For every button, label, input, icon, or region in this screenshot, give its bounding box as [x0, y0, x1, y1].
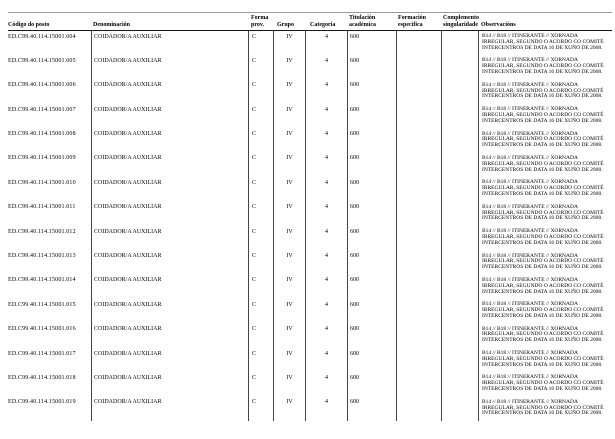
- cell-grupo: IV: [273, 31, 305, 55]
- cell-codigo: ED.C99.40.114.15001.016: [8, 326, 76, 333]
- cell-titulacion: 600: [347, 251, 396, 275]
- cell-titulacion: 600: [347, 397, 396, 421]
- table-row: [8, 129, 612, 153]
- table-row: [8, 31, 612, 55]
- table-body: [8, 31, 612, 421]
- cell-grupo: IV: [273, 202, 305, 226]
- cell-codigo: ED.C99.40.114.15001.010: [8, 179, 76, 186]
- cell-denominacion: COIDADOR/A AUXILIAR: [91, 55, 248, 79]
- cell-codigo: ED.C99.40.114.15001.009: [8, 155, 76, 162]
- cell-grupo: IV: [273, 153, 305, 177]
- cell-codigo: ED.C99.40.114.15001.014: [8, 277, 76, 284]
- cell-denominacion: COIDADOR/A AUXILIAR: [91, 202, 248, 226]
- cell-observacions: B14 // B18 // ITINERANTE // XORNADA IRREGULAR, SEGUNDO O ACORDO CO COMITÉ INTERCENTROS DE DATA 16 DE XUÑO DE 2008.: [478, 275, 612, 299]
- table-row: [8, 275, 612, 299]
- cell-complemento: [441, 31, 478, 55]
- cell-complemento: [441, 251, 478, 275]
- cell-titulacion: 600: [347, 275, 396, 299]
- cell-forma_prov: C: [248, 397, 273, 421]
- cell-denominacion: COIDADOR/A AUXILIAR: [91, 31, 248, 55]
- cell-forma_prov: C: [248, 251, 273, 275]
- table-row: [8, 397, 612, 421]
- column-header-line: Denominación: [93, 22, 131, 28]
- cell-grupo: IV: [273, 397, 305, 421]
- cell-complemento: [441, 226, 478, 250]
- column-header-formacion: [396, 15, 441, 29]
- cell-denominacion: COIDADOR/A AUXILIAR: [91, 348, 248, 372]
- cell-codigo: ED.C99.40.114.15001.015: [8, 301, 76, 308]
- cell-formacion: [396, 177, 441, 201]
- column-header-line: Categoría: [310, 22, 336, 28]
- cell-observacions: B14 // B18 // ITINERANTE // XORNADA IRREGULAR, SEGUNDO O ACORDO CO COMITÉ INTERCENTROS DE DATA 16 DE XUÑO DE 2008.: [478, 226, 612, 250]
- cell-categoria: 4: [305, 129, 347, 153]
- cell-titulacion: 600: [347, 299, 396, 323]
- cell-complemento: [441, 372, 478, 396]
- cell-categoria: 4: [305, 202, 347, 226]
- cell-forma_prov: C: [248, 324, 273, 348]
- cell-codigo: ED.C99.40.114.15001.006: [8, 82, 76, 89]
- table-row: [8, 177, 612, 201]
- cell-grupo: IV: [273, 372, 305, 396]
- column-header-line: singularidade: [443, 22, 479, 28]
- column-header-line: Observacións: [481, 22, 516, 28]
- cell-categoria: 4: [305, 324, 347, 348]
- cell-complemento: [441, 299, 478, 323]
- table-row: [8, 299, 612, 323]
- column-header-line: Complemento: [443, 15, 479, 21]
- cell-codigo: ED.C99.40.114.15001.018: [8, 374, 76, 381]
- cell-formacion: [396, 153, 441, 177]
- cell-complemento: [441, 153, 478, 177]
- cell-complemento: [441, 80, 478, 104]
- cell-forma_prov: C: [248, 104, 273, 128]
- cell-observacions: B14 // B18 // ITINERANTE // XORNADA IRREGULAR, SEGUNDO O ACORDO CO COMITÉ INTERCENTROS DE DATA 16 DE XUÑO DE 2008.: [478, 372, 612, 396]
- cell-categoria: 4: [305, 348, 347, 372]
- cell-denominacion: COIDADOR/A AUXILIAR: [91, 129, 248, 153]
- cell-formacion: [396, 251, 441, 275]
- cell-grupo: IV: [273, 104, 305, 128]
- cell-observacions: B14 // B18 // ITINERANTE // XORNADA IRREGULAR, SEGUNDO O ACORDO CO COMITÉ INTERCENTROS DE DATA 16 DE XUÑO DE 2008.: [478, 177, 612, 201]
- cell-categoria: 4: [305, 104, 347, 128]
- cell-complemento: [441, 348, 478, 372]
- cell-codigo: ED.C99.40.114.15001.019: [8, 399, 76, 406]
- cell-forma_prov: C: [248, 55, 273, 79]
- cell-grupo: IV: [273, 299, 305, 323]
- cell-titulacion: 600: [347, 226, 396, 250]
- cell-complemento: [441, 202, 478, 226]
- cell-forma_prov: C: [248, 80, 273, 104]
- cell-denominacion: COIDADOR/A AUXILIAR: [91, 80, 248, 104]
- column-header-line: específica: [398, 22, 423, 28]
- cell-denominacion: COIDADOR/A AUXILIAR: [91, 104, 248, 128]
- cell-categoria: 4: [305, 372, 347, 396]
- table-row: [8, 226, 612, 250]
- cell-codigo: ED.C99.40.114.15001.008: [8, 131, 76, 138]
- cell-categoria: 4: [305, 153, 347, 177]
- column-header-line: Grupo: [277, 22, 295, 28]
- cell-forma_prov: C: [248, 275, 273, 299]
- column-header-line: prov.: [251, 22, 265, 28]
- table-row: [8, 55, 612, 79]
- cell-complemento: [441, 275, 478, 299]
- cell-grupo: IV: [273, 177, 305, 201]
- cell-denominacion: COIDADOR/A AUXILIAR: [91, 226, 248, 250]
- table-row: [8, 348, 612, 372]
- table-row: [8, 80, 612, 104]
- cell-forma_prov: C: [248, 177, 273, 201]
- cell-denominacion: COIDADOR/A AUXILIAR: [91, 275, 248, 299]
- column-header-codigo: [8, 22, 91, 29]
- cell-observacions: B14 // B18 // ITINERANTE // XORNADA IRREGULAR, SEGUNDO O ACORDO CO COMITÉ INTERCENTROS DE DATA 16 DE XUÑO DE 2008.: [478, 299, 612, 323]
- column-header-titulacion: [347, 15, 396, 29]
- cell-grupo: IV: [273, 324, 305, 348]
- cell-forma_prov: C: [248, 129, 273, 153]
- cell-formacion: [396, 202, 441, 226]
- cell-denominacion: COIDADOR/A AUXILIAR: [91, 372, 248, 396]
- cell-complemento: [441, 177, 478, 201]
- table-row: [8, 251, 612, 275]
- column-header-forma_prov: [248, 15, 273, 29]
- cell-formacion: [396, 80, 441, 104]
- cell-categoria: 4: [305, 275, 347, 299]
- cell-formacion: [396, 129, 441, 153]
- cell-complemento: [441, 397, 478, 421]
- cell-categoria: 4: [305, 31, 347, 55]
- column-header-line: académica: [349, 22, 376, 28]
- cell-observacions: B14 // B18 // ITINERANTE // XORNADA IRREGULAR, SEGUNDO O ACORDO CO COMITÉ INTERCENTROS DE DATA 16 DE XUÑO DE 2008.: [478, 104, 612, 128]
- cell-observacions: B14 // B18 // ITINERANTE // XORNADA IRREGULAR, SEGUNDO O ACORDO CO COMITÉ INTERCENTROS DE DATA 16 DE XUÑO DE 2008.: [478, 202, 612, 226]
- cell-formacion: [396, 31, 441, 55]
- cell-grupo: IV: [273, 226, 305, 250]
- cell-grupo: IV: [273, 55, 305, 79]
- table-header-row: [8, 13, 612, 31]
- cell-titulacion: 600: [347, 202, 396, 226]
- cell-titulacion: 600: [347, 55, 396, 79]
- cell-formacion: [396, 397, 441, 421]
- table-row: [8, 153, 612, 177]
- cell-titulacion: 600: [347, 129, 396, 153]
- table-row: [8, 324, 612, 348]
- cell-forma_prov: C: [248, 348, 273, 372]
- cell-formacion: [396, 275, 441, 299]
- cell-observacions: B14 // B18 // ITINERANTE // XORNADA IRREGULAR, SEGUNDO O ACORDO CO COMITÉ INTERCENTROS DE DATA 16 DE XUÑO DE 2008.: [478, 153, 612, 177]
- table-row: [8, 202, 612, 226]
- cell-formacion: [396, 226, 441, 250]
- posts-table: [8, 12, 612, 421]
- cell-categoria: 4: [305, 226, 347, 250]
- cell-titulacion: 600: [347, 372, 396, 396]
- cell-complemento: [441, 129, 478, 153]
- column-header-line: Titulación: [349, 15, 376, 21]
- cell-categoria: 4: [305, 251, 347, 275]
- column-header-line: Forma: [251, 15, 269, 21]
- column-header-denominacion: [91, 22, 248, 29]
- cell-codigo: ED.C99.40.114.15001.007: [8, 106, 76, 113]
- cell-formacion: [396, 372, 441, 396]
- column-header-categoria: [305, 22, 347, 29]
- cell-codigo: ED.C99.40.114.15001.011: [8, 204, 76, 211]
- cell-forma_prov: C: [248, 153, 273, 177]
- cell-complemento: [441, 104, 478, 128]
- column-header-complemento: [441, 15, 478, 29]
- cell-denominacion: COIDADOR/A AUXILIAR: [91, 324, 248, 348]
- cell-codigo: ED.C99.40.114.15001.017: [8, 350, 76, 357]
- cell-codigo: ED.C99.40.114.15001.013: [8, 253, 76, 260]
- cell-forma_prov: C: [248, 202, 273, 226]
- cell-observacions: B14 // B18 // ITINERANTE // XORNADA IRREGULAR, SEGUNDO O ACORDO CO COMITÉ INTERCENTROS DE DATA 16 DE XUÑO DE 2008.: [478, 55, 612, 79]
- table-row: [8, 104, 612, 128]
- cell-grupo: IV: [273, 275, 305, 299]
- cell-codigo: ED.C99.40.114.15001.004: [8, 33, 76, 40]
- cell-grupo: IV: [273, 251, 305, 275]
- cell-denominacion: COIDADOR/A AUXILIAR: [91, 299, 248, 323]
- cell-titulacion: 600: [347, 177, 396, 201]
- cell-denominacion: COIDADOR/A AUXILIAR: [91, 177, 248, 201]
- cell-forma_prov: C: [248, 372, 273, 396]
- cell-categoria: 4: [305, 397, 347, 421]
- cell-observacions: B14 // B18 // ITINERANTE // XORNADA IRREGULAR, SEGUNDO O ACORDO CO COMITÉ INTERCENTROS DE DATA 16 DE XUÑO DE 2008.: [478, 348, 612, 372]
- cell-categoria: 4: [305, 299, 347, 323]
- cell-complemento: [441, 324, 478, 348]
- column-header-observacions: [478, 22, 612, 29]
- cell-codigo: ED.C99.40.114.15001.005: [8, 57, 76, 64]
- column-header-grupo: [273, 22, 305, 29]
- cell-forma_prov: C: [248, 299, 273, 323]
- cell-formacion: [396, 299, 441, 323]
- cell-formacion: [396, 324, 441, 348]
- cell-grupo: IV: [273, 129, 305, 153]
- cell-categoria: 4: [305, 80, 347, 104]
- cell-observacions: B14 // B18 // ITINERANTE // XORNADA IRREGULAR, SEGUNDO O ACORDO CO COMITÉ INTERCENTROS DE DATA 16 DE XUÑO DE 2008.: [478, 31, 612, 55]
- cell-grupo: IV: [273, 348, 305, 372]
- cell-observacions: B14 // B18 // ITINERANTE // XORNADA IRREGULAR, SEGUNDO O ACORDO CO COMITÉ INTERCENTROS DE DATA 16 DE XUÑO DE 2008.: [478, 397, 612, 421]
- cell-titulacion: 600: [347, 324, 396, 348]
- cell-grupo: IV: [273, 80, 305, 104]
- cell-titulacion: 600: [347, 80, 396, 104]
- column-header-line: Código do posto: [8, 22, 50, 28]
- cell-denominacion: COIDADOR/A AUXILIAR: [91, 153, 248, 177]
- cell-observacions: B14 // B18 // ITINERANTE // XORNADA IRREGULAR, SEGUNDO O ACORDO CO COMITÉ INTERCENTROS DE DATA 16 DE XUÑO DE 2008.: [478, 324, 612, 348]
- cell-complemento: [441, 55, 478, 79]
- cell-formacion: [396, 348, 441, 372]
- column-header-line: Formación: [398, 15, 426, 21]
- cell-categoria: 4: [305, 177, 347, 201]
- cell-denominacion: COIDADOR/A AUXILIAR: [91, 251, 248, 275]
- cell-observacions: B14 // B18 // ITINERANTE // XORNADA IRREGULAR, SEGUNDO O ACORDO CO COMITÉ INTERCENTROS DE DATA 16 DE XUÑO DE 2008.: [478, 251, 612, 275]
- cell-titulacion: 600: [347, 104, 396, 128]
- table-row: [8, 372, 612, 396]
- cell-codigo: ED.C99.40.114.15001.012: [8, 228, 76, 235]
- cell-formacion: [396, 55, 441, 79]
- cell-denominacion: COIDADOR/A AUXILIAR: [91, 397, 248, 421]
- cell-categoria: 4: [305, 55, 347, 79]
- cell-observacions: B14 // B18 // ITINERANTE // XORNADA IRREGULAR, SEGUNDO O ACORDO CO COMITÉ INTERCENTROS DE DATA 16 DE XUÑO DE 2008.: [478, 129, 612, 153]
- cell-forma_prov: C: [248, 31, 273, 55]
- cell-titulacion: 600: [347, 348, 396, 372]
- cell-forma_prov: C: [248, 226, 273, 250]
- cell-observacions: B14 // B18 // ITINERANTE // XORNADA IRREGULAR, SEGUNDO O ACORDO CO COMITÉ INTERCENTROS DE DATA 16 DE XUÑO DE 2008.: [478, 80, 612, 104]
- cell-titulacion: 600: [347, 153, 396, 177]
- cell-titulacion: 600: [347, 31, 396, 55]
- cell-formacion: [396, 104, 441, 128]
